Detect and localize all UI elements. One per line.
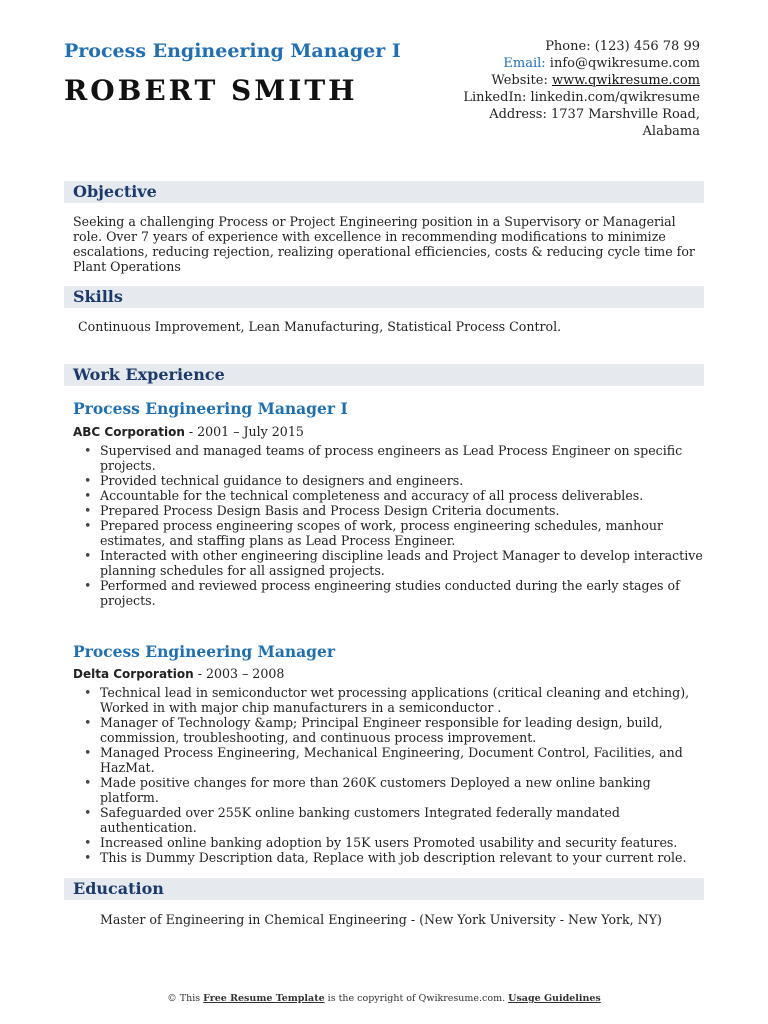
email-label: Email: bbox=[503, 56, 546, 71]
job-title: Process Engineering Manager I bbox=[73, 399, 348, 418]
usage-guidelines-link[interactable]: Usage Guidelines bbox=[508, 993, 601, 1004]
list-item: • Provided technical guidance to designers and engineers. bbox=[82, 473, 712, 488]
website-label: Website: bbox=[491, 73, 548, 88]
list-item: • Supervised and managed teams of process engineers as Lead Process Engineer on specific projects. bbox=[82, 443, 712, 473]
header-job-title: Process Engineering Manager I bbox=[64, 40, 401, 62]
job-company-line bbox=[73, 666, 284, 681]
job-company-line bbox=[73, 424, 304, 439]
contact-phone bbox=[400, 38, 700, 55]
list-item: • Accountable for the technical completeness and accuracy of all process deliverables. bbox=[82, 488, 712, 503]
job-bullets bbox=[82, 685, 712, 865]
address-label: Address: bbox=[489, 107, 547, 122]
objective-section-header bbox=[64, 181, 704, 203]
contact-block bbox=[400, 38, 700, 140]
list-item: • Interacted with other engineering discipline leads and Project Manager to develop interactive planning schedules for all assigned projects. bbox=[82, 548, 712, 578]
website-link[interactable]: www.qwikresume.com bbox=[552, 73, 700, 88]
linkedin-value[interactable]: linkedin.com/qwikresume bbox=[530, 90, 700, 105]
objective-heading: Objective bbox=[73, 182, 157, 201]
education-text: Master of Engineering in Chemical Engineering - (New York University - New York, NY) bbox=[100, 912, 662, 927]
contact-address bbox=[400, 106, 700, 123]
skills-heading: Skills bbox=[73, 287, 123, 306]
education-section-header bbox=[64, 878, 704, 900]
list-item: • Performed and reviewed process engineering studies conducted during the early stages of projects. bbox=[82, 578, 712, 608]
phone-label: Phone: bbox=[545, 39, 591, 54]
education-heading: Education bbox=[73, 879, 164, 898]
company-name: Delta Corporation bbox=[73, 667, 194, 681]
list-item: • Technical lead in semiconductor wet processing applications (critical cleaning and etching), Worked in with major chip manufacturers in a semiconductor . bbox=[82, 685, 712, 715]
list-item: • Managed Process Engineering, Mechanical Engineering, Document Control, Facilities, and HazMat. bbox=[82, 745, 712, 775]
linkedin-label: LinkedIn: bbox=[463, 90, 527, 105]
contact-linkedin bbox=[400, 89, 700, 106]
list-item: • Made positive changes for more than 260K customers Deployed a new online banking platform. bbox=[82, 775, 712, 805]
email-value[interactable]: info@qwikresume.com bbox=[549, 56, 700, 71]
skills-text: Continuous Improvement, Lean Manufacturing, Statistical Process Control. bbox=[78, 319, 562, 334]
job-dates: - 2001 – July 2015 bbox=[184, 424, 304, 439]
job-dates: - 2003 – 2008 bbox=[193, 666, 285, 681]
contact-website bbox=[400, 72, 700, 89]
candidate-name: ROBERT SMITH bbox=[64, 74, 358, 107]
list-item: • Safeguarded over 255K online banking customers Integrated federally mandated authentication. bbox=[82, 805, 712, 835]
free-resume-template-link[interactable]: Free Resume Template bbox=[203, 993, 325, 1004]
work-section-header bbox=[64, 364, 704, 386]
footer-middle: is the copyright of Qwikresume.com. bbox=[324, 993, 509, 1004]
objective-text: Seeking a challenging Process or Project Engineering position in a Supervisory or Managerial role. Over 7 years of experience with excellence in recommending modifications to minimize escalations, reducing rejection, realizing operational efficiencies, costs & reducing cycle time for Plant Operations bbox=[73, 214, 695, 274]
skills-section-header bbox=[64, 286, 704, 308]
job-title: Process Engineering Manager bbox=[73, 642, 336, 661]
job-bullets bbox=[82, 443, 712, 608]
footer-prefix: © This bbox=[167, 993, 204, 1004]
list-item: • This is Dummy Description data, Replace with job description relevant to your current role. bbox=[82, 850, 712, 865]
work-heading: Work Experience bbox=[73, 365, 225, 384]
footer bbox=[0, 993, 768, 1004]
list-item: • Increased online banking adoption by 15K users Promoted usability and security features. bbox=[82, 835, 712, 850]
list-item: • Prepared Process Design Basis and Process Design Criteria documents. bbox=[82, 503, 712, 518]
address-line1: 1737 Marshville Road, bbox=[551, 107, 700, 122]
company-name: ABC Corporation bbox=[73, 425, 185, 439]
list-item: • Prepared process engineering scopes of work, process engineering schedules, manhour estimates, and staffing plans as Lead Process Engineer. bbox=[82, 518, 712, 548]
list-item: • Manager of Technology &amp; Principal Engineer responsible for leading design, build, commission, troubleshooting, and continuous process improvement. bbox=[82, 715, 712, 745]
address-line2: Alabama bbox=[642, 124, 700, 139]
phone-value: (123) 456 78 99 bbox=[594, 39, 700, 54]
contact-email bbox=[400, 55, 700, 72]
